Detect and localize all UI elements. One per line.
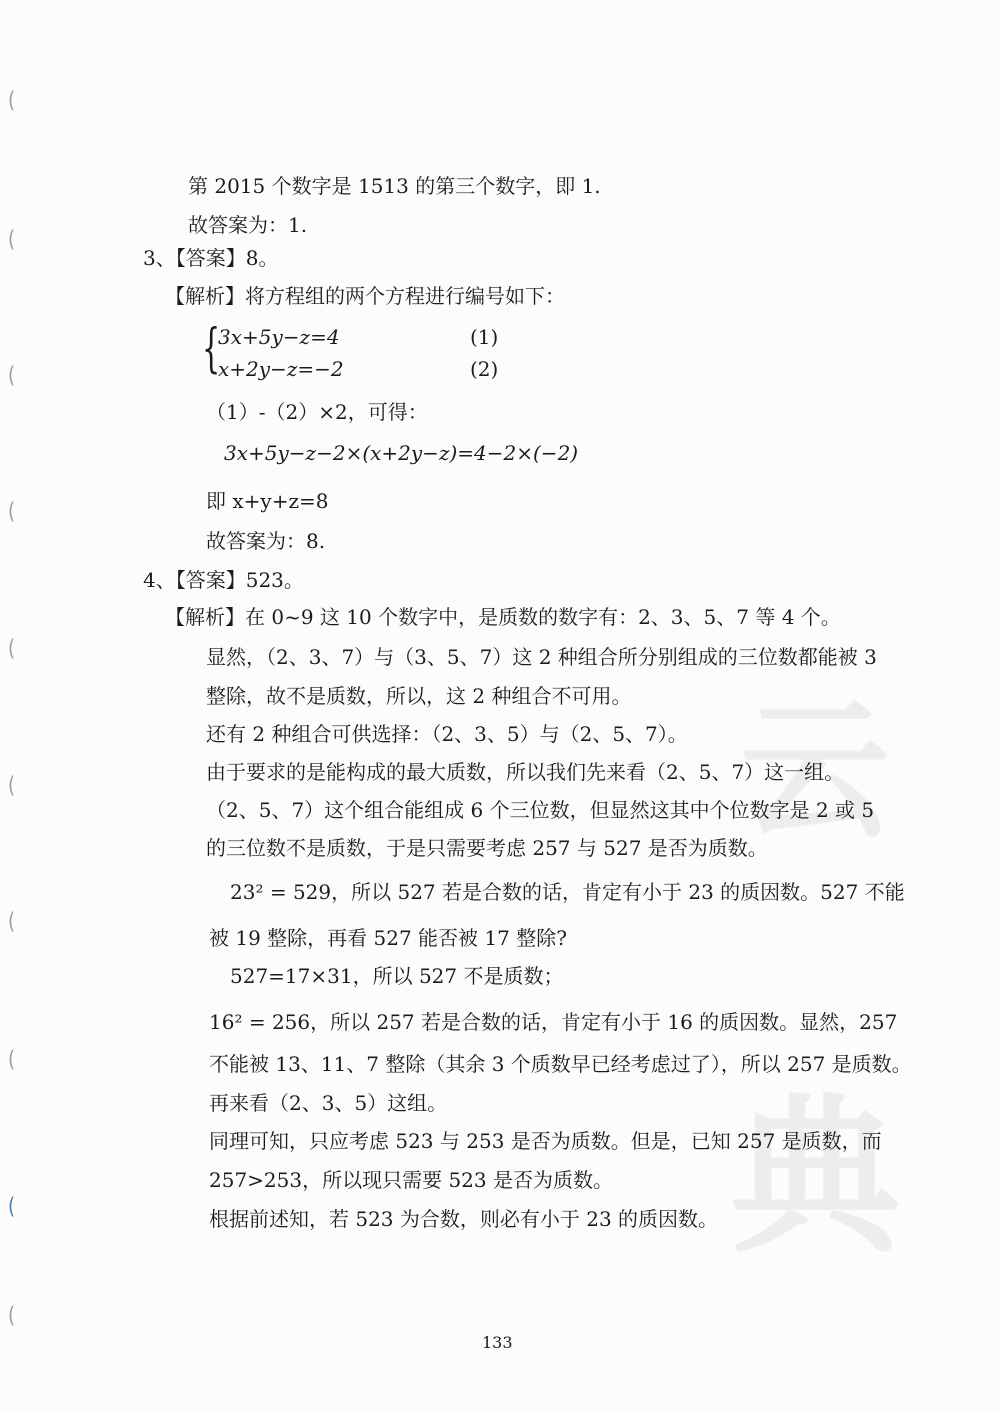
- text-line: 不能被 13、11、7 整除（其余 3 个质数早已经考虑过了），所以 257 是质数。: [209, 1052, 912, 1076]
- text-line: 显然，（2、3、7）与（3、5、7）这 2 种组合所分别组成的三位数都能被 3: [206, 645, 877, 669]
- binding-hole-mark: (: [8, 635, 16, 662]
- text-line: 根据前述知，若 523 为合数，则必有小于 23 的质因数。: [209, 1207, 719, 1231]
- equation-1: 3x+5y−z=4: [218, 325, 340, 349]
- left-brace-symbol: {: [202, 319, 221, 379]
- binding-hole-mark: (: [8, 772, 16, 799]
- binding-hole-mark: (: [8, 362, 16, 389]
- watermark-glyph: 典: [730, 1079, 901, 1277]
- text-line: 故答案为：8.: [206, 529, 326, 553]
- binding-hole-mark: (: [8, 908, 16, 935]
- text-line: 再来看（2、3、5）这组。: [209, 1091, 448, 1115]
- text-line: 16² = 256，所以 257 若是合数的话，肯定有小于 16 的质因数。显然，257: [209, 1010, 898, 1034]
- analysis-heading: 【解析】在 0~9 这 10 个数字中，是质数的数字有：2、3、5、7 等 4 个。: [165, 605, 841, 629]
- analysis-heading: 【解析】将方程组的两个方程进行编号如下：: [165, 284, 565, 308]
- binding-hole-mark: (: [8, 87, 16, 114]
- answer-heading-4: 4、【答案】523。: [143, 568, 304, 592]
- text-line: 第 2015 个数字是 1513 的第三个数字，即 1.: [188, 174, 601, 198]
- text-line: 同理可知，只应考虑 523 与 253 是否为质数。但是，已知 257 是质数，而: [209, 1129, 882, 1153]
- text-line: 257>253，所以现只需要 523 是否为质数。: [209, 1168, 613, 1192]
- text-line: 即 x+y+z=8: [206, 489, 329, 513]
- watermark-glyph: 云: [740, 685, 891, 859]
- text-line: 的三位数不是质数，于是只需要考虑 257 与 527 是否为质数。: [206, 836, 768, 860]
- equation-system: [202, 319, 502, 383]
- binding-hole-mark: (: [8, 1046, 16, 1073]
- binding-hole-mark: (: [8, 1302, 16, 1329]
- binding-hole-mark: (: [8, 1193, 16, 1220]
- text-line: 由于要求的是能构成的最大质数，所以我们先来看（2、5、7）这一组。: [206, 760, 845, 784]
- text-line: 整除，故不是质数，所以，这 2 种组合不可用。: [206, 684, 632, 708]
- text-line: （1）-（2）×2，可得：: [206, 400, 428, 424]
- answer-heading-3: 3、【答案】8。: [143, 246, 279, 270]
- text-line: （2、5、7）这个组合能组成 6 个三位数，但显然这其中个位数字是 2 或 5: [206, 798, 875, 822]
- formula: 3x+5y−z−2×(x+2y−z)=4−2×(−2): [224, 441, 579, 465]
- text-line: 527=17×31，所以 527 不是质数；: [230, 964, 564, 988]
- text-line: 23² = 529，所以 527 若是合数的话，肯定有小于 23 的质因数。527 不能: [230, 880, 905, 904]
- text-line: 还有 2 种组合可供选择：（2、3、5）与（2、5、7）。: [206, 722, 688, 746]
- equation-2: x+2y−z=−2: [218, 357, 344, 381]
- text-line: 故答案为：1.: [188, 213, 308, 237]
- equation-tag-1: (1): [470, 325, 499, 349]
- text-line: 被 19 整除，再看 527 能否被 17 整除?: [209, 926, 567, 950]
- binding-hole-mark: (: [8, 226, 16, 253]
- equation-tag-2: (2): [470, 357, 499, 381]
- page-number: 133: [482, 1333, 513, 1352]
- binding-hole-mark: (: [8, 498, 16, 525]
